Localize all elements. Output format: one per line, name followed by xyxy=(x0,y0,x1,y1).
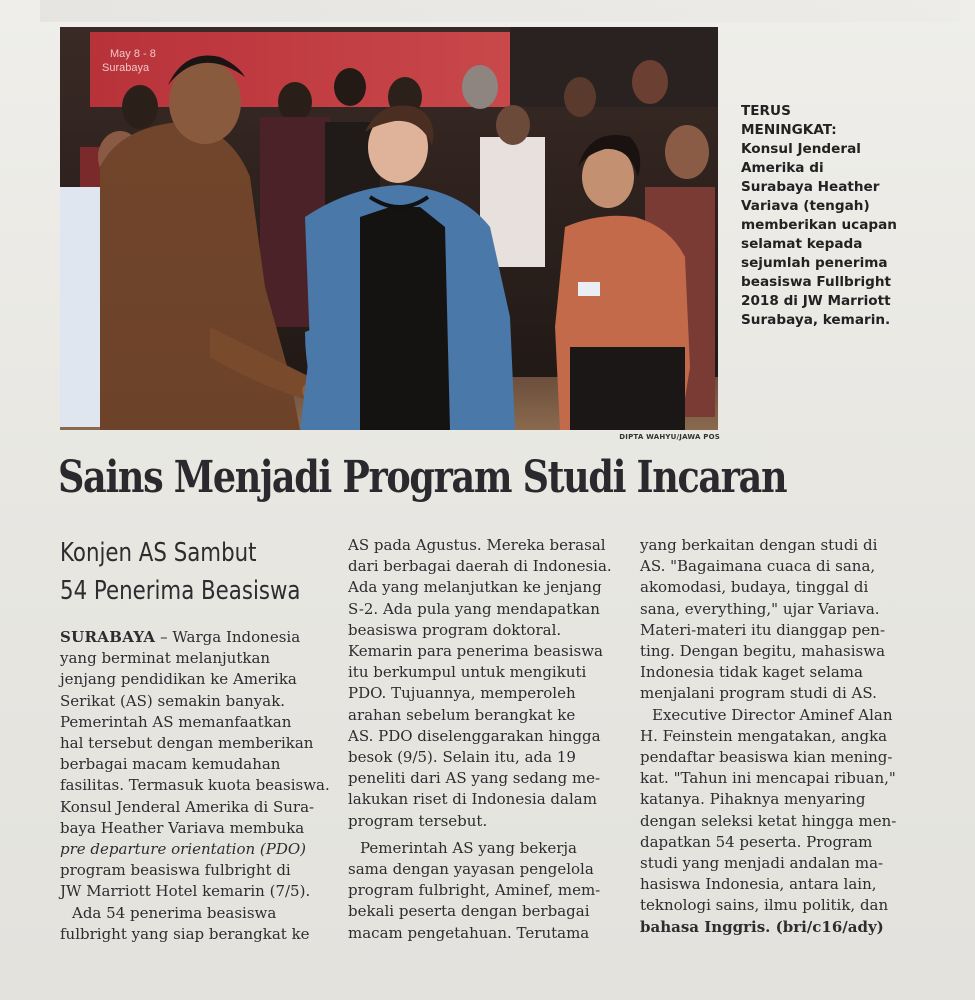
body-line: studi yang menjadi andalan ma- xyxy=(640,854,884,873)
body-line: arahan sebelum berangkat ke xyxy=(348,705,576,724)
body-line-text: – Warga Indonesia xyxy=(155,628,301,646)
body-line: dari berbagai daerah di Indonesia. xyxy=(348,557,612,576)
caption-line: selamat kepada xyxy=(741,236,863,252)
article-headline: Sains Menjadi Program Studi Incaran xyxy=(58,452,787,503)
body-line: fasilitas. Termasuk kuota beasiswa. xyxy=(60,776,330,795)
caption-line: 2018 di JW Marriott xyxy=(741,293,891,309)
bleed-through-shadow xyxy=(40,0,960,22)
body-line: program fulbright, Aminef, mem- xyxy=(348,881,601,900)
body-line: hasiswa Indonesia, antara lain, xyxy=(640,875,877,894)
caption-line: memberikan ucapan xyxy=(741,217,897,233)
body-line: teknologi sains, ilmu politik, dan xyxy=(640,896,889,915)
body-line: dengan seleksi ketat hingga men- xyxy=(640,811,897,830)
caption-head-line-1: TERUS xyxy=(741,103,791,119)
banner-text-line-1: May 8 - 8 xyxy=(110,48,156,60)
photo-credit: DIPTA WAHYU/JAWA POS xyxy=(619,433,720,441)
body-line: yang berkaitan dengan studi di xyxy=(640,536,878,554)
body-line: besok (9/5). Selain itu, ada 19 xyxy=(348,748,576,767)
body-line: Ada yang melanjutkan ke jenjang xyxy=(348,578,602,597)
body-line: pre departure orientation (PDO) xyxy=(60,840,307,859)
body-line: Konsul Jenderal Amerika di Sura- xyxy=(60,797,315,816)
body-line: AS. "Bagaimana cuaca di sana, xyxy=(640,557,876,576)
body-line: katanya. Pihaknya menyaring xyxy=(640,790,866,809)
body-line: Pemerintah AS memanfaatkan xyxy=(60,712,292,731)
body-line: Pemerintah AS yang bekerja xyxy=(360,838,577,857)
body-line: AS. PDO diselenggarakan hingga xyxy=(348,726,601,745)
body-line: S-2. Ada pula yang mendapatkan xyxy=(348,599,600,618)
body-line: bekali peserta dengan berbagai xyxy=(348,902,590,921)
body-line: lakukan riset di Indonesia dalam xyxy=(348,790,597,809)
body-line: hal tersebut dengan memberikan xyxy=(60,734,314,753)
subhead-line-2: 54 Penerima Beasiswa xyxy=(60,576,301,606)
body-line: menjalani program studi di AS. xyxy=(640,684,877,703)
body-line: Ada 54 penerima beasiswa xyxy=(72,903,277,922)
body-line: program tersebut. xyxy=(348,811,488,830)
body-line: program beasiswa fulbright di xyxy=(60,861,291,880)
subhead-line-1: Konjen AS Sambut xyxy=(60,538,257,568)
body-line: berbagai macam kemudahan xyxy=(60,755,281,774)
article-subhead xyxy=(60,534,306,610)
body-line: bahasa Inggris. (bri/c16/ady) xyxy=(640,917,884,936)
body-line: kat. "Tahun ini mencapai ribuan," xyxy=(640,769,896,788)
body-line: dapatkan 54 peserta. Program xyxy=(640,832,873,851)
body-line: itu berkumpul untuk mengikuti xyxy=(348,663,587,682)
body-line: Indonesia tidak kaget selama xyxy=(640,663,863,682)
body-line: Kemarin para penerima beasiswa xyxy=(348,642,603,661)
dateline: SURABAYA xyxy=(60,628,156,646)
caption-line: Konsul Jenderal xyxy=(741,141,861,157)
body-line: yang berminat melanjutkan xyxy=(60,649,271,668)
article-column-1 xyxy=(60,627,330,945)
caption-line: Surabaya Heather xyxy=(741,179,880,195)
caption-line: beasiswa Fullbright xyxy=(741,274,892,290)
news-photo xyxy=(60,27,718,430)
body-line: ting. Dengan begitu, mahasiswa xyxy=(640,642,886,661)
caption-line: Surabaya, kemarin. xyxy=(741,312,891,328)
body-line: Materi-materi itu dianggap pen- xyxy=(640,620,886,639)
body-line: baya Heather Variava membuka xyxy=(60,818,305,837)
body-line xyxy=(60,627,323,648)
article-column-2 xyxy=(348,535,618,944)
body-line: pendaftar beasiswa kian mening- xyxy=(640,748,893,767)
caption-line: Amerika di xyxy=(741,160,824,176)
body-line: beasiswa program doktoral. xyxy=(348,620,562,639)
body-line: akomodasi, budaya, tinggal di xyxy=(640,578,869,597)
body-line: Executive Director Aminef Alan xyxy=(652,705,893,724)
body-line: fulbright yang siap berangkat ke xyxy=(60,924,310,943)
body-line: PDO. Tujuannya, memperoleh xyxy=(348,684,576,703)
caption-line: Variava (tengah) xyxy=(741,198,870,214)
body-line: JW Marriott Hotel kemarin (7/5). xyxy=(60,882,311,901)
caption-line: sejumlah penerima xyxy=(741,255,888,271)
banner-text-line-2: Surabaya xyxy=(102,62,150,74)
body-line: sana, everything," ujar Variava. xyxy=(640,599,880,618)
article-column-3 xyxy=(640,535,918,938)
body-line: jenjang pendidikan ke Amerika xyxy=(60,670,297,689)
body-line: macam pengetahuan. Terutama xyxy=(348,923,590,942)
body-line: AS pada Agustus. Mereka berasal xyxy=(348,536,606,554)
body-line: H. Feinstein mengatakan, angka xyxy=(640,726,888,745)
body-line: Serikat (AS) semakin banyak. xyxy=(60,691,286,710)
caption-head-line-2: MENINGKAT: xyxy=(741,122,837,138)
body-line: sama dengan yayasan pengelola xyxy=(348,860,594,879)
photo-caption xyxy=(741,102,971,330)
body-line: peneliti dari AS yang sedang me- xyxy=(348,769,601,788)
